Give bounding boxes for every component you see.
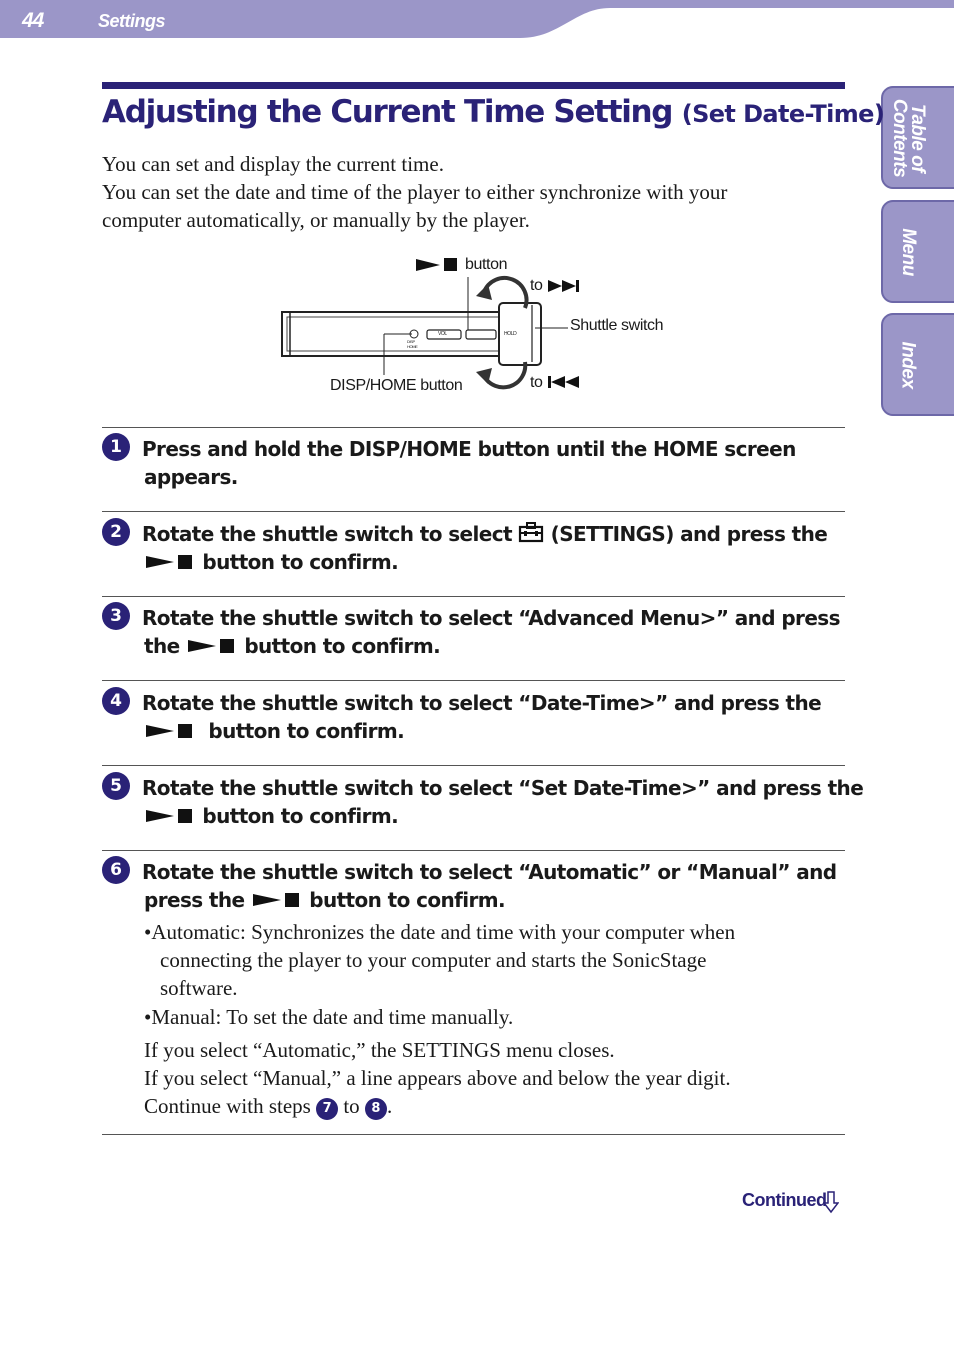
step-4-text: Rotate the shuttle switch to select “Date-Time>” and press the button to confirm.	[142, 691, 822, 743]
home-small-label: HOME	[407, 344, 418, 349]
step-6-text: Rotate the shuttle switch to select “Automatic” or “Manual” and press the button to confirm.	[142, 860, 837, 912]
step-2-text: Rotate the shuttle switch to select (SETTINGS) and press the button to confirm.	[142, 522, 828, 574]
intro-text: You can set and display the current time. You can set the date and time of the player to either synchronize with your computer automatically, or manually by the player.	[102, 152, 728, 232]
disp-small-label: DISP	[407, 339, 415, 344]
step-divider	[102, 427, 845, 428]
play-stop-icon	[144, 807, 196, 825]
player-diagram	[270, 250, 690, 410]
step-ref-number: 8	[365, 1098, 387, 1120]
step-ref-number: 7	[316, 1098, 338, 1120]
page-title: Adjusting the Current Time Setting (Set Date-Time)	[102, 94, 885, 130]
play-stop-icon	[144, 553, 196, 571]
play-stop-icon	[186, 637, 238, 655]
vol-label: VOL	[438, 331, 447, 337]
step-divider	[102, 765, 845, 766]
step-3-text: Rotate the shuttle switch to select “Advanced Menu>” and press the button to confirm.	[142, 606, 840, 658]
settings-toolbox-icon	[518, 521, 544, 543]
bullet-automatic: •Automatic: Synchronizes the date and time with your computer when connecting the player to your computer and starts the SonicStage software.	[144, 920, 736, 1000]
section-label: Settings	[98, 11, 166, 31]
tab-label: Index	[898, 340, 919, 389]
tab-menu[interactable]	[881, 200, 954, 303]
step-5-text: Rotate the shuttle switch to select “Set Date-Time>” and press the button to confirm.	[142, 776, 864, 828]
play-stop-button-label: button	[465, 256, 508, 273]
bullet-manual: •Manual: To set the date and time manually.	[144, 1005, 514, 1029]
step-number: 6	[102, 856, 130, 884]
step-divider	[102, 511, 845, 512]
title-rule	[102, 82, 845, 89]
step-divider	[102, 680, 845, 681]
disp-home-button-label: DISP/HOME button	[330, 377, 463, 394]
to-next-label: to	[530, 277, 543, 294]
tab-table-of-contents[interactable]	[881, 86, 954, 189]
step-number: 4	[102, 687, 130, 715]
step-number: 1	[102, 433, 130, 461]
tab-label: Table of Contents	[888, 98, 928, 177]
header-band	[0, 0, 954, 40]
page-number: 44	[22, 9, 44, 32]
tab-label: Menu	[897, 227, 919, 276]
play-stop-icon	[251, 891, 303, 909]
shuttle-switch-label: Shuttle switch	[570, 317, 664, 334]
step-divider	[102, 596, 845, 597]
page-subtitle: (Set Date-Time)	[681, 100, 885, 128]
down-arrow-icon	[823, 1190, 839, 1214]
hold-label: HOLD	[504, 331, 517, 337]
step-number: 2	[102, 518, 130, 546]
play-stop-icon	[144, 722, 202, 740]
tab-index[interactable]	[881, 313, 954, 416]
step-number: 3	[102, 602, 130, 630]
step-divider	[102, 850, 845, 851]
step-divider	[102, 1134, 845, 1135]
step-number: 5	[102, 772, 130, 800]
to-prev-label: to	[530, 374, 543, 391]
step-1-text: Press and hold the DISP/HOME button until the HOME screen appears.	[142, 437, 796, 489]
continued-label[interactable]: Continued	[742, 1190, 827, 1210]
step-6-result-text: If you select “Automatic,” the SETTINGS menu closes. If you select “Manual,” a line appears above and below the year digit. Continue with steps 7 to 8 .	[144, 1038, 731, 1118]
